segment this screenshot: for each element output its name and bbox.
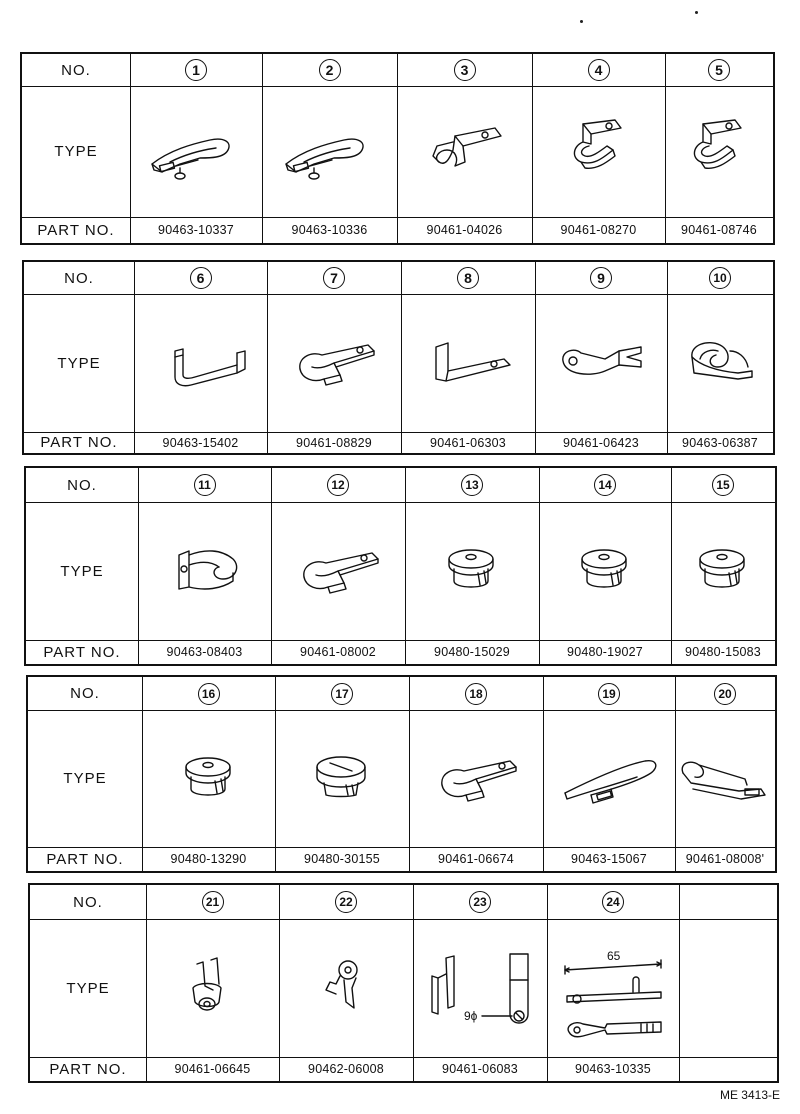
part-number-cell bbox=[539, 640, 671, 664]
item-number-badge: 20 bbox=[714, 683, 736, 705]
item-number-cell bbox=[130, 54, 262, 86]
item-number-badge: 13 bbox=[461, 474, 483, 496]
part-number: 90461-08270 bbox=[560, 223, 637, 237]
part-number-cell bbox=[675, 847, 775, 871]
item-type-cell bbox=[665, 86, 773, 217]
loop-clamp-bracket-icon bbox=[663, 106, 775, 198]
item-type-cell bbox=[671, 502, 775, 640]
part-no-label: PART NO. bbox=[46, 850, 124, 868]
part-number-cell bbox=[401, 432, 535, 453]
parts-table-5 bbox=[28, 883, 779, 1083]
item-type-cell bbox=[547, 919, 679, 1057]
part-number: 90463-10335 bbox=[575, 1062, 651, 1076]
item-number-badge: 9 bbox=[590, 267, 612, 289]
item-type-cell bbox=[675, 710, 775, 847]
part-number-cell bbox=[671, 640, 775, 664]
item-number-cell bbox=[667, 262, 773, 294]
part-number-cell bbox=[279, 1057, 413, 1081]
item-number-badge: 16 bbox=[198, 683, 220, 705]
part-number: 90461-06674 bbox=[438, 852, 514, 866]
part-no-label: PART NO. bbox=[40, 434, 118, 451]
item-number-cell bbox=[275, 677, 409, 710]
part-no-label: PART NO. bbox=[43, 643, 121, 661]
item-type-cell bbox=[679, 919, 777, 1057]
part-number: 90463-15402 bbox=[162, 435, 239, 450]
part-number: 90480-19027 bbox=[567, 645, 643, 659]
wire-clip-double-icon bbox=[274, 106, 386, 198]
part-number: 90461-08746 bbox=[681, 223, 757, 237]
item-number-cell bbox=[671, 468, 775, 502]
drawing-code: ME 3413-E bbox=[719, 1088, 780, 1102]
item-number-badge: 18 bbox=[465, 683, 487, 705]
part-number-cell bbox=[535, 432, 667, 453]
part-number-cell bbox=[130, 217, 262, 243]
item-number-badge: 2 bbox=[319, 59, 341, 81]
item-number-badge: 6 bbox=[190, 267, 212, 289]
item-number-cell bbox=[547, 885, 679, 919]
part-number-cell bbox=[413, 1057, 547, 1081]
standoff-clip-icon bbox=[157, 942, 269, 1034]
part-number: 90462-06008 bbox=[308, 1062, 384, 1076]
part-number-cell bbox=[543, 847, 675, 871]
part-no-label: PART NO. bbox=[49, 1060, 127, 1078]
part-number-cell bbox=[547, 1057, 679, 1081]
part-number: 90480-30155 bbox=[304, 852, 380, 866]
dimension-annotation: 9ϕ bbox=[464, 1009, 478, 1023]
item-number-cell bbox=[134, 262, 267, 294]
item-number-badge: 1 bbox=[185, 59, 207, 81]
part-number: 90463-10336 bbox=[291, 223, 368, 237]
item-type-cell bbox=[535, 294, 667, 432]
eye-bracket-icon bbox=[545, 317, 657, 409]
part-number: 90461-06303 bbox=[430, 435, 506, 450]
item-number-badge: 3 bbox=[454, 59, 476, 81]
grommet-icon bbox=[153, 733, 265, 825]
item-type-cell bbox=[413, 919, 547, 1057]
dimension-annotation: 65 bbox=[607, 949, 621, 963]
speck bbox=[695, 11, 698, 14]
item-type-cell bbox=[130, 86, 262, 217]
item-number-cell bbox=[679, 885, 777, 919]
part-number: 90461-06423 bbox=[563, 435, 639, 450]
type-label: TYPE bbox=[63, 770, 107, 787]
item-number-cell bbox=[665, 54, 773, 86]
item-type-cell bbox=[279, 919, 413, 1057]
cable-clip-icon bbox=[664, 317, 776, 409]
part-number: 90480-13290 bbox=[170, 852, 247, 866]
item-type-cell bbox=[142, 710, 275, 847]
item-number-badge: 8 bbox=[457, 267, 479, 289]
lug-terminal-icon bbox=[424, 942, 536, 1034]
item-type-cell bbox=[401, 294, 535, 432]
part-number-cell bbox=[138, 640, 271, 664]
part-number: 90463-06387 bbox=[682, 435, 758, 450]
tab-loop-clamp-icon bbox=[282, 525, 394, 617]
part-number: 90461-08829 bbox=[296, 435, 372, 450]
type-label: TYPE bbox=[57, 354, 101, 372]
parts-table-1 bbox=[20, 52, 775, 245]
part-number: 90461-06083 bbox=[442, 1062, 518, 1076]
item-number-cell bbox=[267, 262, 401, 294]
part-number-cell bbox=[146, 1057, 279, 1081]
parts-table-3 bbox=[24, 466, 777, 666]
item-type-cell bbox=[134, 294, 267, 432]
item-type-cell bbox=[539, 502, 671, 640]
bracket-clamp-icon bbox=[409, 106, 521, 198]
part-number-cell bbox=[134, 432, 267, 453]
strip-clip-icon bbox=[557, 942, 669, 1034]
speck bbox=[580, 20, 583, 23]
strap-clamp-icon bbox=[669, 733, 781, 825]
part-number: 90463-08403 bbox=[166, 645, 243, 659]
wire-clip-double-icon bbox=[140, 106, 252, 198]
part-number-cell bbox=[679, 1057, 777, 1081]
item-type-cell bbox=[397, 86, 532, 217]
grommet-icon bbox=[667, 525, 779, 617]
item-number-badge: 7 bbox=[323, 267, 345, 289]
u-clip-icon bbox=[145, 317, 257, 409]
item-type-cell bbox=[409, 710, 543, 847]
item-number-cell bbox=[146, 885, 279, 919]
part-number-cell bbox=[397, 217, 532, 243]
parts-table-4 bbox=[26, 675, 777, 873]
item-number-cell bbox=[262, 54, 397, 86]
part-number: 90461-04026 bbox=[426, 223, 503, 237]
part-number-cell bbox=[532, 217, 665, 243]
part-number-cell bbox=[405, 640, 539, 664]
part-number-cell bbox=[275, 847, 409, 871]
eye-clip-icon bbox=[290, 942, 402, 1034]
item-number-badge: 15 bbox=[712, 474, 734, 496]
item-type-cell bbox=[667, 294, 773, 432]
item-number-cell bbox=[539, 468, 671, 502]
item-number-cell bbox=[279, 885, 413, 919]
item-number-cell bbox=[409, 677, 543, 710]
loop-clamp-bracket-icon bbox=[543, 106, 655, 198]
item-number-badge: 5 bbox=[708, 59, 730, 81]
part-number: 90461-06645 bbox=[174, 1062, 251, 1076]
no-label: NO. bbox=[67, 476, 97, 494]
item-number-badge: 4 bbox=[588, 59, 610, 81]
item-number-cell bbox=[413, 885, 547, 919]
part-number-cell bbox=[667, 432, 773, 453]
item-number-badge: 11 bbox=[194, 474, 216, 496]
item-number-badge: 24 bbox=[602, 891, 624, 913]
angle-bracket-icon bbox=[412, 317, 524, 409]
grommet-icon bbox=[416, 525, 528, 617]
item-type-cell bbox=[138, 502, 271, 640]
item-number-badge: 17 bbox=[331, 683, 353, 705]
part-number: 90480-15029 bbox=[434, 645, 510, 659]
item-number-cell bbox=[271, 468, 405, 502]
tab-loop-clamp-icon bbox=[278, 317, 390, 409]
item-number-badge: 22 bbox=[335, 891, 357, 913]
item-type-cell bbox=[532, 86, 665, 217]
item-number-cell bbox=[675, 677, 775, 710]
part-number-cell bbox=[665, 217, 773, 243]
item-number-cell bbox=[397, 54, 532, 86]
grommet-icon bbox=[549, 525, 661, 617]
type-label: TYPE bbox=[54, 143, 98, 160]
type-label: TYPE bbox=[60, 562, 104, 580]
item-type-cell bbox=[267, 294, 401, 432]
item-number-badge: 10 bbox=[709, 267, 731, 289]
no-label: NO. bbox=[73, 893, 103, 911]
item-number-cell bbox=[138, 468, 271, 502]
part-number: 90463-10337 bbox=[158, 223, 234, 237]
item-type-cell bbox=[271, 502, 405, 640]
item-number-cell bbox=[401, 262, 535, 294]
part-number: 90463-15067 bbox=[571, 852, 647, 866]
item-number-badge: 14 bbox=[594, 474, 616, 496]
item-number-cell bbox=[532, 54, 665, 86]
part-number-cell bbox=[262, 217, 397, 243]
part-number-cell bbox=[271, 640, 405, 664]
type-label: TYPE bbox=[66, 979, 110, 997]
no-label: NO. bbox=[64, 269, 94, 287]
part-number: 90461-08008' bbox=[685, 852, 765, 866]
item-number-cell bbox=[405, 468, 539, 502]
no-label: NO. bbox=[70, 685, 100, 702]
long-clip-icon bbox=[553, 733, 665, 825]
item-number-cell bbox=[142, 677, 275, 710]
bracket-loop-clamp-icon bbox=[149, 525, 261, 617]
item-number-cell bbox=[535, 262, 667, 294]
item-number-cell bbox=[543, 677, 675, 710]
part-number-cell bbox=[409, 847, 543, 871]
part-number-cell bbox=[142, 847, 275, 871]
part-number: 90480-15083 bbox=[685, 645, 761, 659]
part-no-label: PART NO. bbox=[37, 221, 115, 239]
item-type-cell bbox=[275, 710, 409, 847]
item-number-badge: 23 bbox=[469, 891, 491, 913]
item-number-badge: 12 bbox=[327, 474, 349, 496]
no-label: NO. bbox=[61, 61, 91, 79]
part-number-cell bbox=[267, 432, 401, 453]
item-number-badge: 21 bbox=[202, 891, 224, 913]
item-type-cell bbox=[262, 86, 397, 217]
part-number: 90461-08002 bbox=[300, 645, 376, 659]
parts-table-2 bbox=[22, 260, 775, 455]
item-type-cell bbox=[146, 919, 279, 1057]
tab-loop-clamp-icon bbox=[420, 733, 532, 825]
plug-icon bbox=[286, 733, 398, 825]
item-type-cell bbox=[405, 502, 539, 640]
item-type-cell bbox=[543, 710, 675, 847]
item-number-badge: 19 bbox=[598, 683, 620, 705]
